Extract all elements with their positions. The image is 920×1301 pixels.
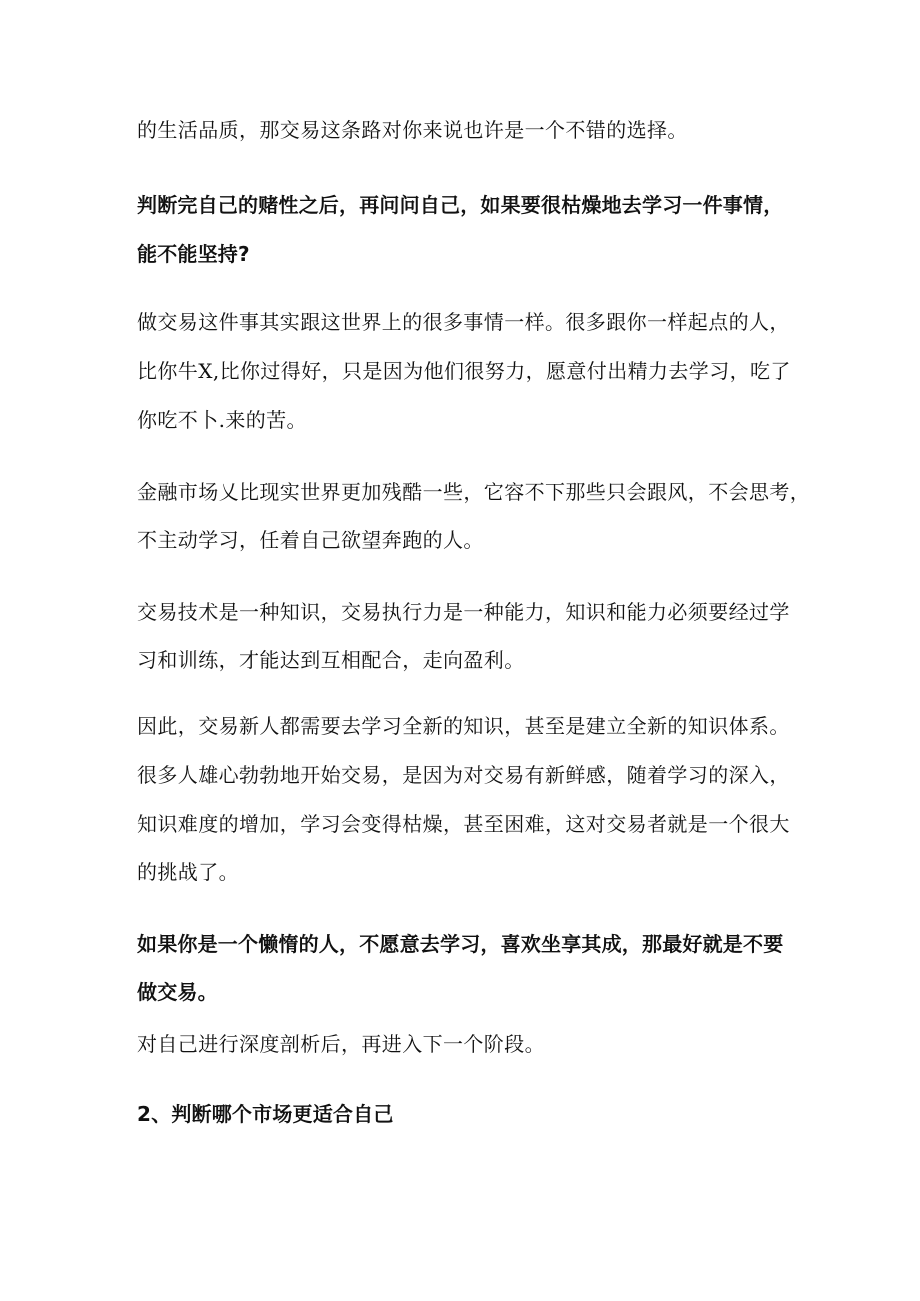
paragraph-line: 不主动学习，任着自己欲望奔跑的人。 <box>137 528 484 552</box>
paragraph-line: 交易技术是一种知识，交易执行力是一种能力，知识和能力必须要经过学 <box>137 600 790 624</box>
bold-question-line: 能不能坚持? <box>137 242 250 266</box>
section-heading: 2、判断哪个市场更适合自己 <box>137 1102 394 1126</box>
paragraph-line: 的挑战了。 <box>137 860 239 884</box>
paragraph-line: 做交易这件事其实跟这世界上的很多事情一样。很多跟你一样起点的人， <box>137 310 790 334</box>
bold-emphasis-line: 如果你是一个懒惰的人，不愿意去学习，喜欢坐享其成，那最好就是不要 <box>137 932 784 956</box>
paragraph-line: 的生活品质，那交易这条路对你来说也许是一个不错的选择。 <box>137 118 688 142</box>
paragraph-line: 因此，交易新人都需要去学习全新的知识，甚至是建立全新的知识体系。 <box>137 714 790 738</box>
bold-emphasis-line: 做交易。 <box>137 980 218 1004</box>
paragraph-line: 很多人雄心勃勃地开始交易，是因为对交易有新鲜感，随着学习的深入， <box>137 763 790 787</box>
paragraph-line: 对自己进行深度剖析后，再进入下一个阶段。 <box>137 1032 545 1056</box>
paragraph-line: 比你牛X,比你过得好，只是因为他们很努力，愿意付出精力去学习，吃了 <box>137 359 791 383</box>
bold-question-line: 判断完自己的赌性之后，再问问自己，如果要很枯燥地去学习一件事情， <box>137 193 784 217</box>
paragraph-line: 习和训练，才能达到互相配合，走向盈利。 <box>137 648 525 672</box>
paragraph-line: 你吃不卜.来的苦。 <box>137 408 307 432</box>
paragraph-line: 金融市场乂比现实世界更加残酷一些，它容不下那些只会跟风，不会思考， <box>137 480 811 504</box>
paragraph-line: 知识难度的增加，学习会变得枯燥，甚至困难，这对交易者就是一个很大 <box>137 812 790 836</box>
